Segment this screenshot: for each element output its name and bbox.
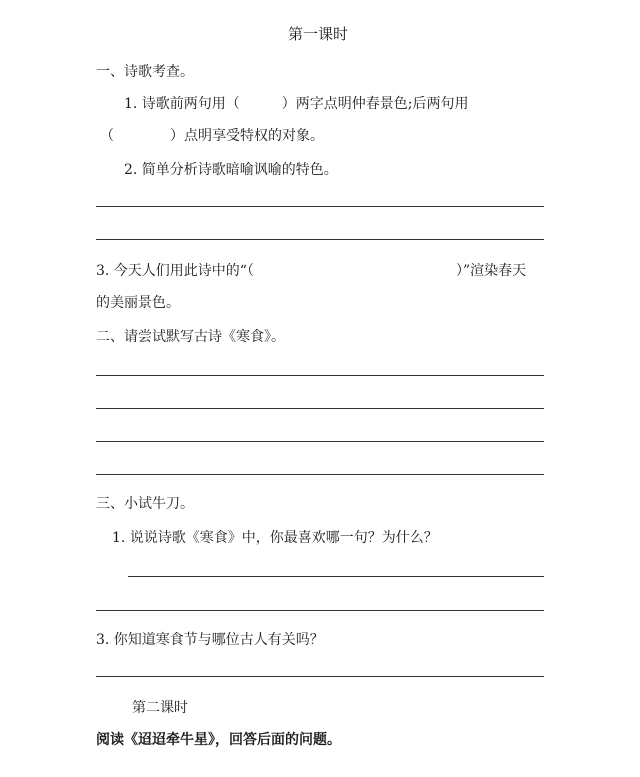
lesson2-title: 第二课时 [132,700,188,716]
page-title: 第一课时 [288,25,349,43]
answer-line[interactable] [96,375,544,376]
question3-part1: 3. 今天人们用此诗中的“（ [96,263,254,279]
answer-line[interactable] [96,408,544,409]
section3-heading: 三、小试牛刀。 [96,496,194,512]
answer-line[interactable] [96,239,544,240]
section3-question3: 3. 你知道寒食节与哪位古人有关吗？ [96,632,324,648]
reading-instruction: 阅读《迢迢牵牛星》，回答后面的问题。 [96,732,341,748]
answer-line[interactable] [96,610,544,611]
answer-line[interactable] [96,474,544,475]
answer-line[interactable] [96,206,544,207]
answer-line[interactable] [96,441,544,442]
section1-heading: 一、诗歌考查。 [96,64,194,80]
question3-line2: 的美丽景色。 [96,295,180,311]
section2-heading: 二、请尝试默写古诗《寒食》。 [96,329,285,345]
question1-line1: 1. 诗歌前两句用（ ）两字点明仲春景色;后两句用 [124,96,469,112]
question2: 2. 简单分析诗歌暗喻讽喻的特色。 [124,162,338,178]
question1-line2: （ ）点明享受特权的对象。 [100,128,324,144]
answer-line[interactable] [96,676,544,677]
section3-question1: 1. 说说诗歌《寒食》中，你最喜欢哪一句？为什么？ [112,530,438,546]
answer-line[interactable] [128,576,544,577]
question3-part2: ）”渲染春天 [456,263,527,279]
